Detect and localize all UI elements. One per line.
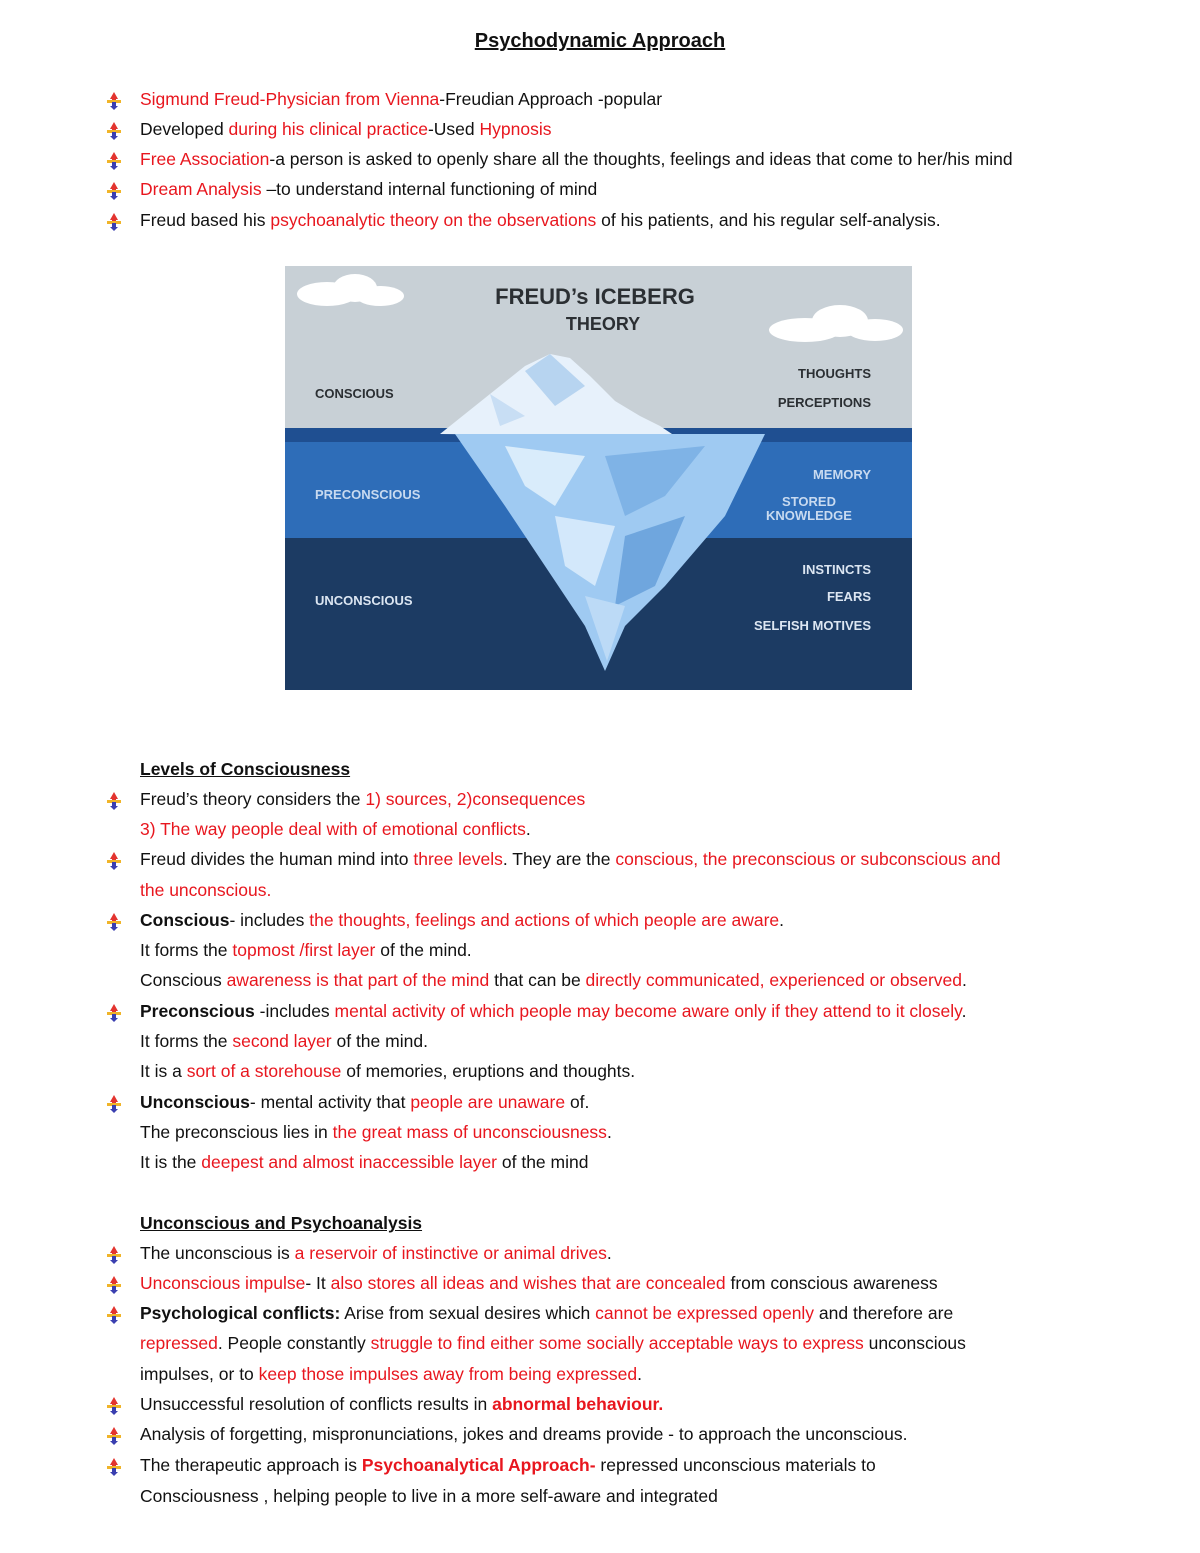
bullet-icon xyxy=(104,1304,124,1324)
bullet-icon xyxy=(104,1244,124,1264)
psycho-line-2: Unconscious impulse- It also stores all ideas and wishes that are concealed from conscious awareness xyxy=(140,1273,938,1293)
bullet-icon xyxy=(104,120,124,140)
levels-line-9: It forms the second layer of the mind. xyxy=(140,1031,428,1051)
levels-line-7: Conscious awareness is that part of the mind that can be directly communicated, experienced or observed. xyxy=(140,970,967,990)
levels-line-8: Preconscious -includes mental activity of which people may become aware only if they attend to it closely. xyxy=(140,1001,967,1021)
page-title: Psychodynamic Approach xyxy=(474,30,726,52)
bullet-icon xyxy=(104,1093,124,1113)
bullet-icon xyxy=(104,211,124,231)
bullet-icon xyxy=(104,90,124,110)
intro-line-1: Sigmund Freud-Physician from Vienna-Freudian Approach -popular xyxy=(140,89,663,109)
psycho-line-5: impulses, or to keep those impulses away from being expressed. xyxy=(140,1364,642,1384)
iceberg-diagram xyxy=(285,266,912,690)
bullet-icon xyxy=(104,180,124,200)
levels-line-10: It is a sort of a storehouse of memories, eruptions and thoughts. xyxy=(140,1061,636,1081)
levels-line-12: The preconscious lies in the great mass of unconsciousness. xyxy=(140,1122,612,1142)
bullet-icon xyxy=(104,1395,124,1415)
bullet-icon xyxy=(104,150,124,170)
label-knowledge: KNOWLEDGE xyxy=(766,508,852,523)
bullet-icon xyxy=(104,1002,124,1022)
label-preconscious: PRECONSCIOUS xyxy=(315,487,421,502)
psycho-line-3: Psychological conflicts: Arise from sexual desires which cannot be expressed openly and therefore are xyxy=(140,1303,954,1323)
label-memory: MEMORY xyxy=(812,467,871,482)
label-unconscious: UNCONSCIOUS xyxy=(315,593,413,608)
levels-line-13: It is the deepest and almost inaccessible layer of the mind xyxy=(140,1152,589,1172)
label-selfish-motives: SELFISH MOTIVES xyxy=(753,618,871,633)
label-fears: FEARS xyxy=(826,589,871,604)
psycho-line-9: Consciousness , helping people to live in a more self-aware and integrated xyxy=(140,1486,718,1506)
psycho-line-8: The therapeutic approach is Psychoanalytical Approach- repressed unconscious materials to xyxy=(140,1455,876,1475)
section-heading-levels: Levels of Consciousness xyxy=(140,759,351,779)
levels-line-1: Freud’s theory considers the 1) sources, 2)consequences xyxy=(140,789,586,809)
bullet-icon xyxy=(104,1456,124,1476)
levels-line-2: 3) The way people deal with of emotional conflicts. xyxy=(140,819,531,839)
bullet-icon xyxy=(104,911,124,931)
label-perceptions: PERCEPTIONS xyxy=(777,395,871,410)
intro-line-5: Freud based his psychoanalytic theory on the observations of his patients, and his regular self-analysis. xyxy=(140,210,941,230)
intro-line-2: Developed during his clinical practice-Used Hypnosis xyxy=(140,119,552,139)
psycho-line-4: repressed. People constantly struggle to find either some socially acceptable ways to express unconscious xyxy=(140,1333,966,1353)
intro-line-4: Dream Analysis –to understand internal functioning of mind xyxy=(140,179,598,199)
label-instincts: INSTINCTS xyxy=(802,562,871,577)
bullet-icon xyxy=(104,1274,124,1294)
label-stored: STORED xyxy=(782,494,836,509)
levels-line-3: Freud divides the human mind into three levels. They are the conscious, the preconscious or subconscious and xyxy=(140,849,1001,869)
bullet-icon xyxy=(104,850,124,870)
bullet-icon xyxy=(104,1425,124,1445)
psycho-line-6: Unsuccessful resolution of conflicts results in abnormal behaviour. xyxy=(140,1394,664,1414)
intro-line-3: Free Association-a person is asked to openly share all the thoughts, feelings and ideas that come to her/his mind xyxy=(140,149,1013,169)
levels-line-4: the unconscious. xyxy=(140,880,272,900)
label-thoughts: THOUGHTS xyxy=(798,366,871,381)
iceberg-title-2: THEORY xyxy=(565,314,641,334)
levels-line-11: Unconscious- mental activity that people are unaware of. xyxy=(140,1092,590,1112)
psycho-line-1: The unconscious is a reservoir of instinctive or animal drives. xyxy=(140,1243,612,1263)
psycho-line-7: Analysis of forgetting, mispronunciations, jokes and dreams provide - to approach the unconscious. xyxy=(140,1424,908,1444)
label-conscious: CONSCIOUS xyxy=(315,386,394,401)
levels-line-5: Conscious- includes the thoughts, feelings and actions of which people are aware. xyxy=(140,910,785,930)
iceberg-title-1: FREUD’s ICEBERG xyxy=(495,284,695,309)
levels-line-6: It forms the topmost /first layer of the mind. xyxy=(140,940,472,960)
section-heading-psychoanalysis: Unconscious and Psychoanalysis xyxy=(140,1213,423,1233)
bullet-icon xyxy=(104,790,124,810)
